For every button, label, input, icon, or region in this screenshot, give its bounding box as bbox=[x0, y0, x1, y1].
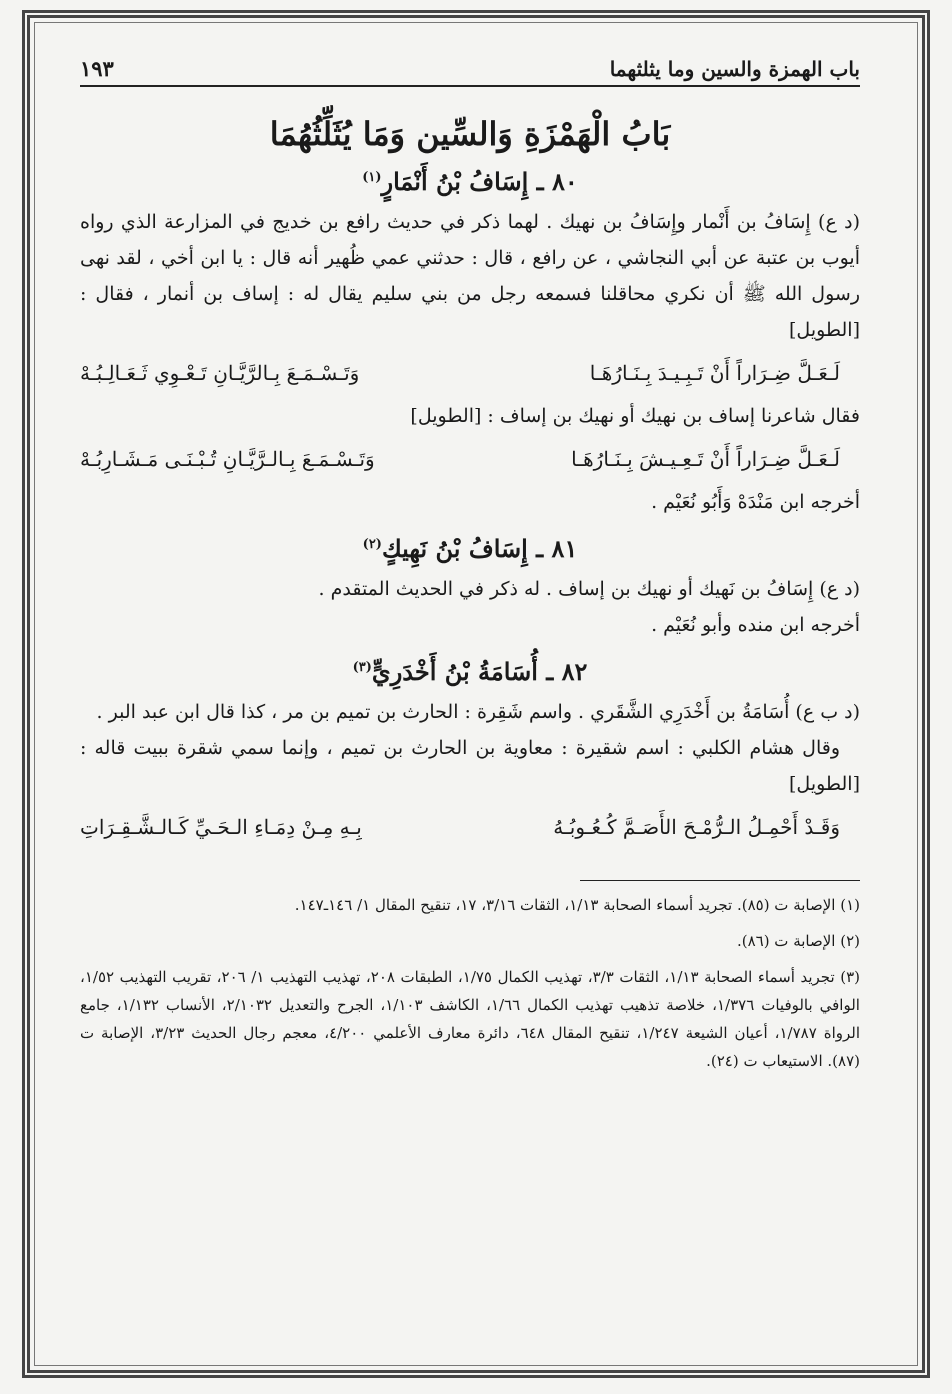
poetry-line bbox=[80, 802, 860, 852]
entry-paragraph: فقال شاعرنا إساف بن نهيك أو نهيك بن إساف : [الطويل] bbox=[410, 405, 860, 427]
chapter-title: بَابُ الْهَمْزَةِ وَالسِّين وَمَا يُثَلِّثُهُمَا bbox=[269, 115, 671, 153]
verse-first-hemistich: لَـعَـلَّ ضِـرَاراً أَنْ تَـبِـيـدَ بِـنَـارُهَـا bbox=[589, 361, 840, 385]
poetry-line bbox=[80, 348, 860, 398]
verse-first-hemistich: وَقَـدْ أَحْمِـلُ الـرُّمْـحَ الأَصَـمَّ كُـعُـوبُـهُ bbox=[553, 815, 840, 839]
document-page bbox=[80, 56, 860, 1083]
entry-paragraph: (د ع) إِسَافُ بن أَنْمار وإِسَافُ بن نهيك . لهما ذكر في حديث رافع بن خديج في المزارعة الذي رواه أيوب بن عتبة عن أبي النجاشي ، عن رافع ، قال : حدثني عمي ظُهير أنه قال : يا ابن أخي ، لقد نهى رسول الله ﷺ أن نكري محاقلنا فسمعه رجل من بني سليم يقال له : إساف بن أنمار ، فقال : [الطويل] bbox=[80, 211, 860, 341]
poetry-line bbox=[80, 434, 860, 484]
footnote-ref: (١) bbox=[362, 170, 382, 185]
entry-closing: أخرجه ابن مَنْدَهْ وَأَبُو نُعَيْم . bbox=[651, 491, 860, 513]
entry-title-text: ٨٢ ـ أُسَامَةُ بْنُ أَخْدَرِيٍّ bbox=[371, 657, 588, 686]
verse-second-hemistich: بِـهِ مِـنْ دِمَـاءِ الـحَـيِّ كَـالـشَّـقِـرَاتِ bbox=[80, 815, 362, 839]
verse-second-hemistich: وَتَـسْـمَـعَ بِـالرَّيَّـانِ تَـعْـوِي ثَـعَـالِـبُـهْ bbox=[80, 361, 360, 385]
footnote: (١) الإصابة ت (٨٥). تجريد أسماء الصحابة ١/١٣، الثقات ٣/١٦، ١٧، تنقيح المقال ١/ ١٤٦ـ١٤٧. bbox=[294, 896, 860, 914]
footnote-divider bbox=[580, 880, 860, 881]
verse-second-hemistich: وَتَـسْـمَـعَ بِـالـرَّيَّـانِ تُـبْـنَـى مَـشَـارِبُـهْ bbox=[80, 447, 375, 471]
entry-title-text: ٨٠ ـ إِسَافُ بْنُ أَنْمَارٍ bbox=[381, 167, 578, 196]
entry-paragraph: (د ع) إِسَافُ بن نَهيك أو نهيك بن إساف . له ذكر في الحديث المتقدم . bbox=[318, 578, 860, 600]
footnote: (٣) تجريد أسماء الصحابة ١/١٣، الثقات ٣/٣، تهذيب الكمال ١/٧٥، الطبقات ٢٠٨، تهذيب التهذيب ١/ ٢٠٦، تقريب التهذيب ١/٥٢، الوافي بالوفيات ١/٣٧٦، خلاصة تذهيب تهذيب الكمال ١/٦٦، الكاشف ١/١٠٣، الجرح والتعديل ٢/١٠٣٢، الأنساب ١/١٣٢، جامع الرواة ١/٧٨٧، أعيان الشيعة ١/٢٤٧، تنقيح المقال ٦٤٨، دائرة معارف الأعلمي ٤/٢٠٠، معجم رجال الحديث ٣/٢٣، الإصابة ت (٨٧). الاستيعاب ت (٢٤). bbox=[80, 968, 860, 1070]
footnote-ref: (٢) bbox=[362, 537, 382, 552]
page-number: ١٩٣ bbox=[80, 56, 114, 81]
running-title: باب الهمزة والسين وما يثلثهما bbox=[609, 57, 860, 81]
footnote: (٢) الإصابة ت (٨٦). bbox=[736, 932, 860, 950]
running-header bbox=[80, 56, 860, 87]
entry-paragraph: وقال هشام الكلبي : اسم شقيرة : معاوية بن الحارث بن تميم ، وإنما سمي شقرة ببيت قاله : [الطويل] bbox=[80, 737, 860, 795]
entry-title-82 bbox=[80, 657, 860, 686]
entry-closing: أخرجه ابن منده وأبو نُعَيْم . bbox=[651, 614, 860, 636]
footnote-ref: (٣) bbox=[352, 660, 372, 675]
entry-title-80 bbox=[80, 167, 860, 196]
entry-title-81 bbox=[80, 534, 860, 563]
entry-paragraph: (د ب ع) أُسَامَةُ بن أَخْدَرِي الشَّقَري . واسم شَقِرة : الحارث بن تميم بن مر ، كذا قال ابن عبد البر . bbox=[96, 701, 860, 723]
entry-title-text: ٨١ ـ إِسَافُ بْنُ نَهِيكٍ bbox=[381, 534, 578, 563]
verse-first-hemistich: لَـعَـلَّ ضِـرَاراً أَنْ تَـعِـيـشَ بِـنَـارُهَـا bbox=[571, 447, 840, 471]
